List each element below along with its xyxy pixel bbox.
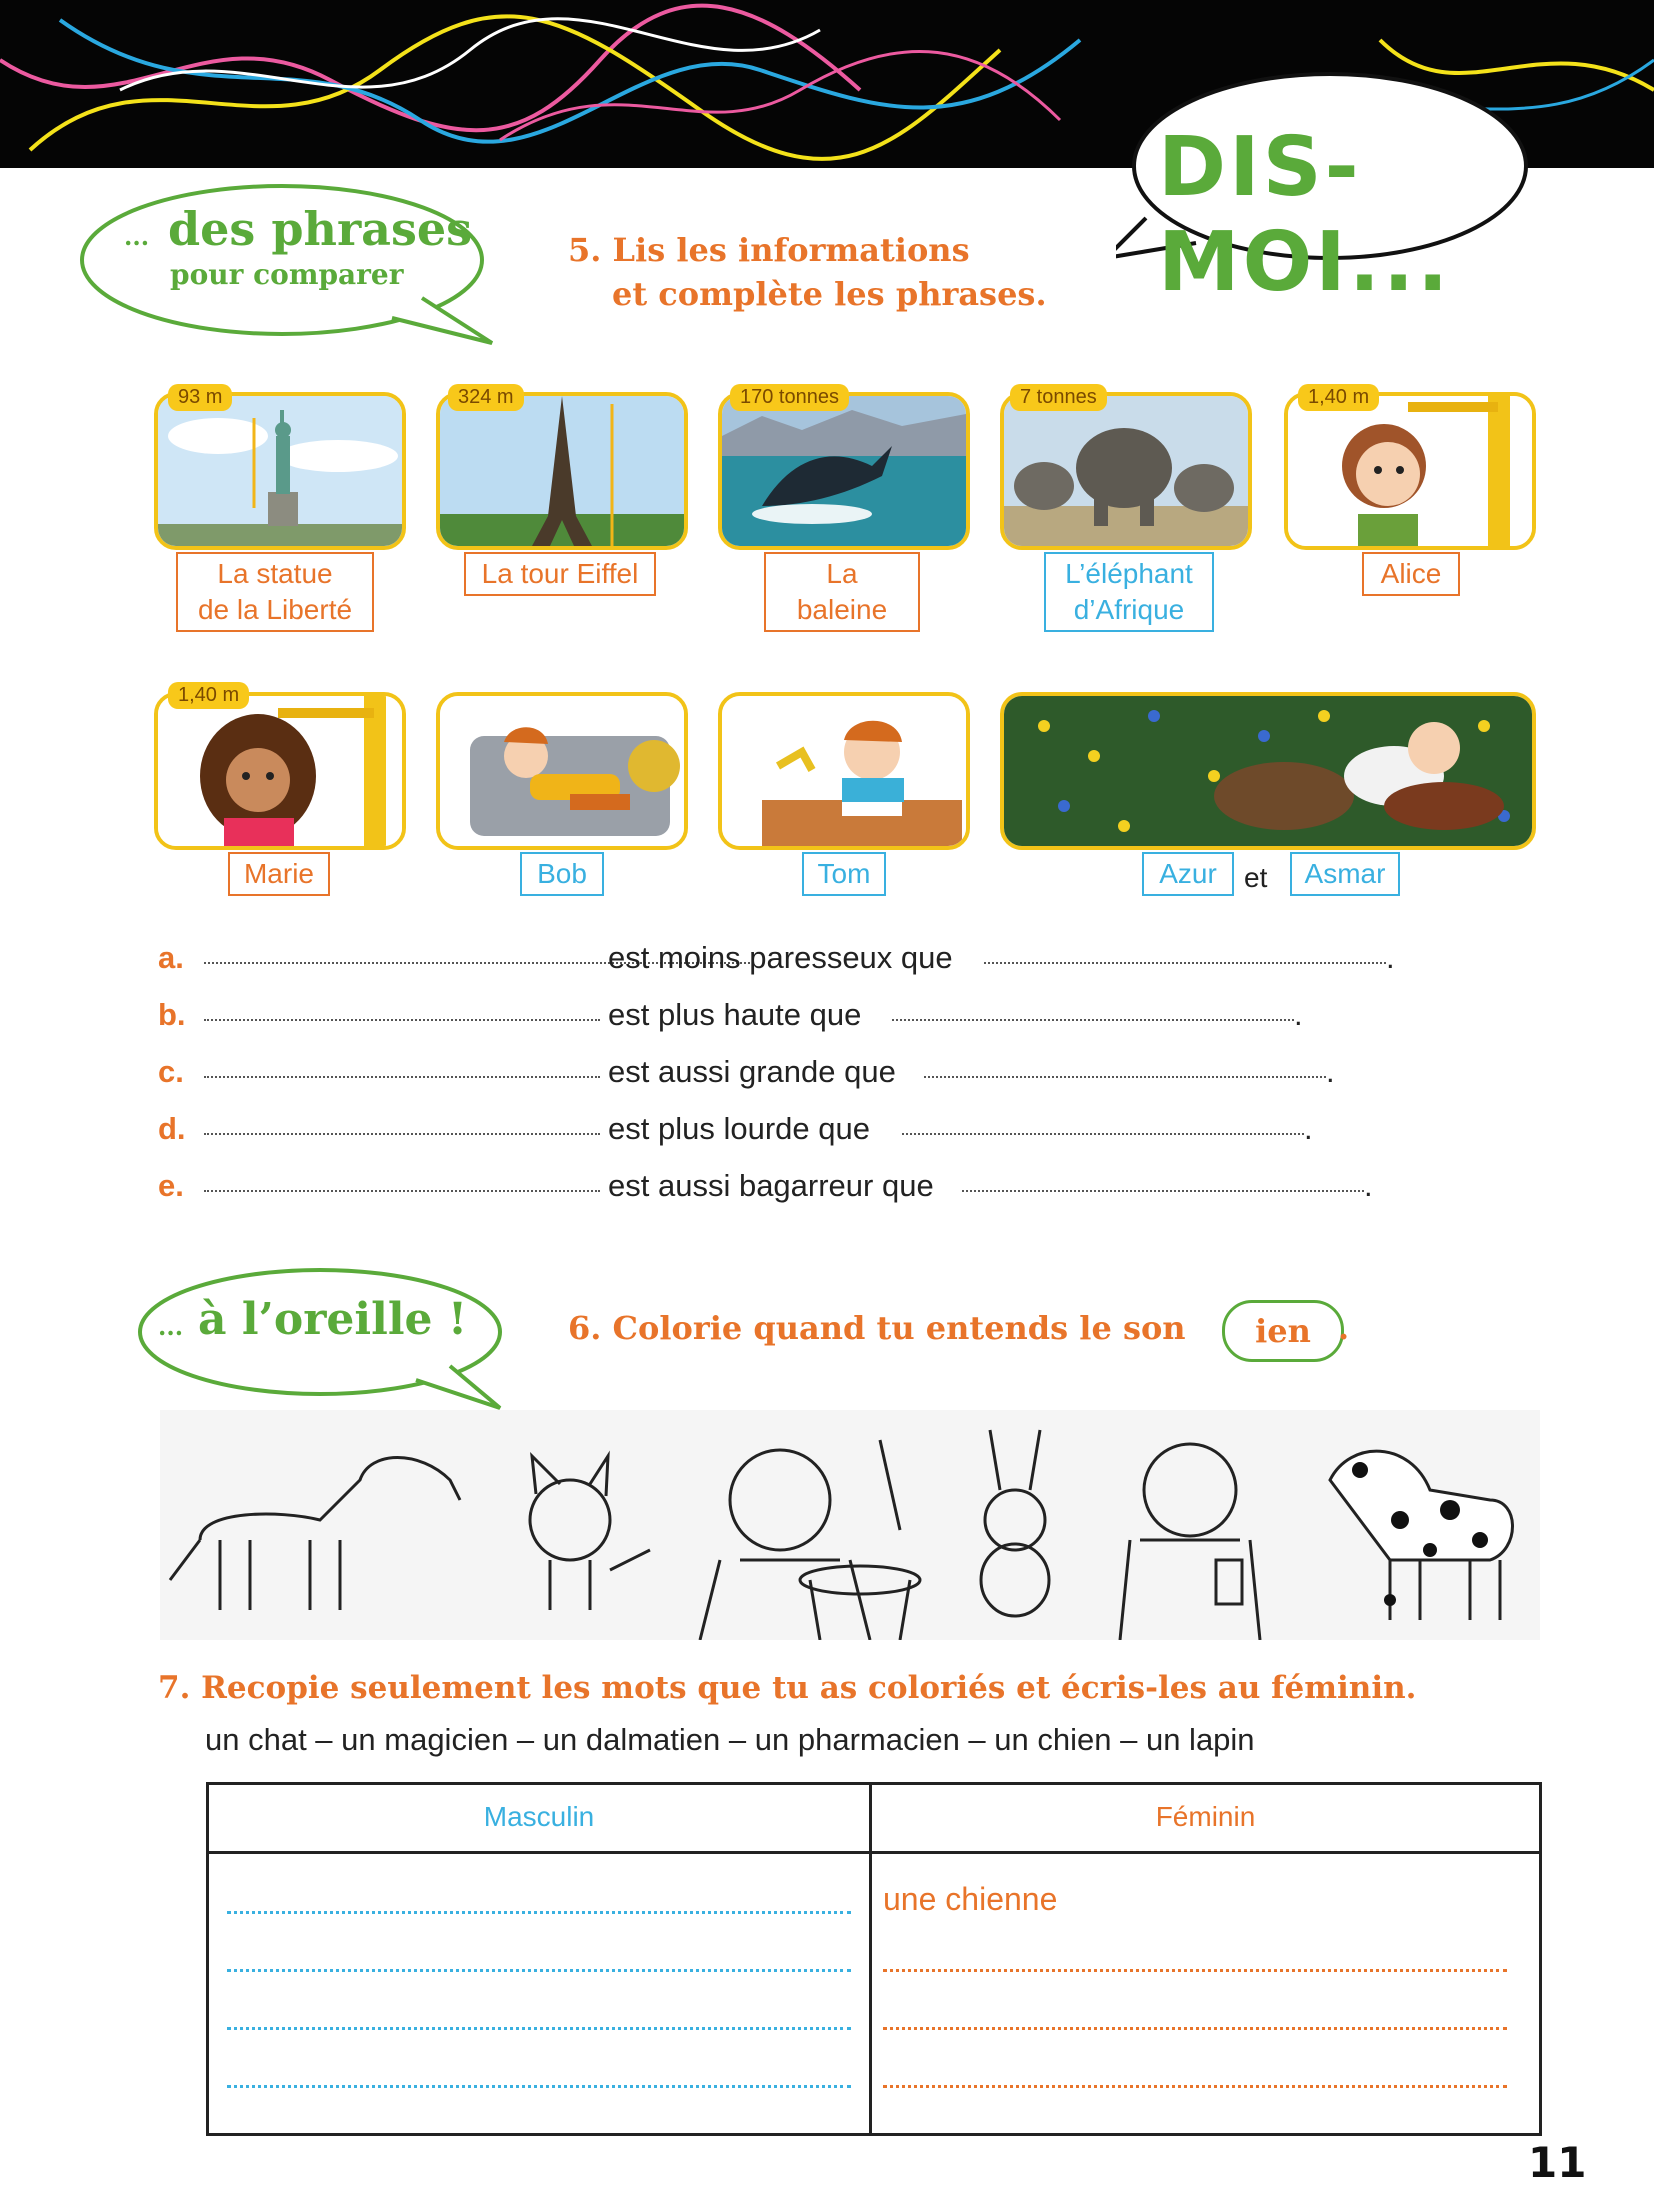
label-alice <box>1362 552 1460 596</box>
feminin-line[interactable] <box>883 2085 1507 2088</box>
sentence-end: . <box>1386 940 1395 975</box>
exercise-6-title: 6. Colorie quand tu entends le son <box>568 1309 1186 1347</box>
card-elephants <box>1000 392 1252 550</box>
card-marie <box>154 692 406 850</box>
label-line: La statue <box>217 558 333 589</box>
sentence-e <box>158 1168 1418 1208</box>
answer-blank[interactable] <box>204 997 600 1021</box>
sentence-text: est aussi bagarreur que <box>608 1168 934 1203</box>
column-feminin: Féminin <box>1155 1801 1256 1832</box>
label-line: L’éléphant <box>1065 558 1193 589</box>
word-list: un chat – un magicien – un dalmatien – un pharmacien – un chien – un lapin <box>205 1722 1255 1757</box>
sentence-text: est moins paresseux que <box>608 940 953 975</box>
answer-blank[interactable] <box>902 1111 1304 1135</box>
sentence-end: . <box>1294 997 1303 1032</box>
card-alice <box>1284 392 1536 550</box>
label-line: Marie <box>243 858 314 889</box>
card-tag: 1,40 m <box>168 682 249 709</box>
card-eiffel-tower <box>436 392 688 550</box>
feminin-line[interactable] <box>883 1969 1507 1972</box>
card-azur-asmar <box>1000 692 1536 850</box>
page-title: DIS-MOI... <box>1158 120 1452 310</box>
sentence-end: . <box>1326 1054 1335 1089</box>
card-tag: 93 m <box>168 384 232 411</box>
label-tom <box>802 852 886 896</box>
page-number: 11 <box>1528 2138 1587 2187</box>
label-eiffel <box>464 552 656 596</box>
answer-blank[interactable] <box>924 1054 1326 1078</box>
sentence-letter: b. <box>158 997 186 1032</box>
card-whale <box>718 392 970 550</box>
answer-blank[interactable] <box>204 1168 600 1192</box>
answer-blank[interactable] <box>892 997 1294 1021</box>
label-line: Asmar <box>1304 858 1386 889</box>
label-line: Azur <box>1159 858 1217 889</box>
feminin-line[interactable] <box>883 2027 1507 2030</box>
masculin-line[interactable] <box>227 2085 851 2088</box>
sentence-text: est aussi grande que <box>608 1054 896 1089</box>
bubble-subtitle: pour comparer <box>170 258 404 291</box>
exercise-5-line1: 5. Lis les informations <box>568 231 970 269</box>
card-tag: 324 m <box>448 384 524 411</box>
sentence-text: est plus lourde que <box>608 1111 870 1146</box>
table-header-line <box>209 1851 1539 1854</box>
sentence-text: est plus haute que <box>608 997 862 1032</box>
label-azur <box>1142 852 1234 896</box>
card-tag: 1,40 m <box>1298 384 1379 411</box>
word-et: et <box>1244 862 1268 893</box>
table-divider <box>869 1785 872 2133</box>
card-tag: 170 tonnes <box>730 384 849 411</box>
sentence-a <box>158 940 1418 980</box>
sentence-end: . <box>1304 1111 1313 1146</box>
example-answer: une chienne <box>883 1881 1058 1917</box>
sentence-letter: a. <box>158 940 184 975</box>
sentence-b <box>158 997 1418 1037</box>
masculin-line[interactable] <box>227 2027 851 2030</box>
label-line: d’Afrique <box>1073 594 1185 625</box>
label-elephant <box>1044 552 1214 632</box>
column-masculin: Masculin <box>483 1801 595 1832</box>
sentence-letter: e. <box>158 1168 184 1203</box>
masculin-line[interactable] <box>227 1911 851 1914</box>
sentence-letter: d. <box>158 1111 186 1146</box>
sentence-d <box>158 1111 1418 1151</box>
answer-blank[interactable] <box>204 1054 600 1078</box>
card-tag: 7 tonnes <box>1010 384 1107 411</box>
answer-blank[interactable] <box>204 1111 600 1135</box>
bubble-prefix: ... <box>158 1312 184 1341</box>
bubble-prefix: ... <box>124 222 150 251</box>
label-line: Alice <box>1380 558 1442 589</box>
card-bob <box>436 692 688 850</box>
bubble-title: à l’oreille ! <box>198 1294 468 1345</box>
label-line: La tour Eiffel <box>481 558 639 589</box>
exercise-7-title: 7. Recopie seulement les mots que tu as coloriés et écris-les au féminin. <box>158 1670 1417 1706</box>
label-line: Bob <box>537 858 587 889</box>
exercise-6-end: . <box>1338 1309 1350 1347</box>
answer-blank[interactable] <box>984 940 1386 964</box>
masculin-line[interactable] <box>227 1969 851 1972</box>
exercise-5-line2: et complète les phrases. <box>612 275 1047 313</box>
label-line: Tom <box>817 858 871 889</box>
answer-blank[interactable] <box>962 1168 1364 1192</box>
sentence-letter: c. <box>158 1054 184 1089</box>
label-asmar <box>1290 852 1400 896</box>
sentence-c <box>158 1054 1418 1094</box>
label-bob <box>520 852 604 896</box>
card-tom <box>718 692 970 850</box>
label-line: de la Liberté <box>197 594 353 625</box>
bubble-title: des phrases <box>168 202 473 256</box>
sound-ien: ien <box>1222 1300 1344 1362</box>
label-whale <box>764 552 920 632</box>
label-statue <box>176 552 374 632</box>
label-line: La baleine <box>796 558 888 625</box>
card-statue-liberty <box>154 392 406 550</box>
coloring-drawings <box>160 1410 1540 1640</box>
label-marie <box>228 852 330 896</box>
sentence-end: . <box>1364 1168 1373 1203</box>
gender-table <box>206 1782 1542 2136</box>
